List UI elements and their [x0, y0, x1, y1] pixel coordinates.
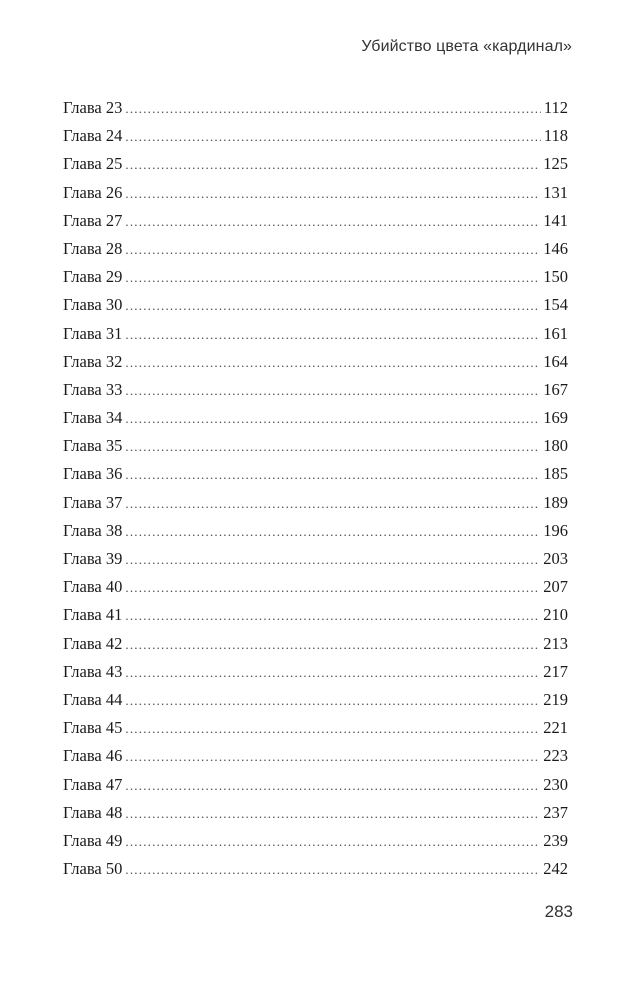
toc-entry-page: 118: [543, 126, 568, 146]
dot-leader: [125, 743, 540, 771]
toc-entry: [63, 122, 568, 150]
dot-leader: [125, 123, 540, 151]
toc-entry: [63, 376, 568, 404]
toc-entry-label: Глава 23: [63, 98, 123, 117]
dot-leader: [125, 602, 540, 630]
toc-entry: [63, 150, 568, 178]
toc-entry-page: 164: [543, 351, 568, 371]
toc-entry-label: Глава 45: [63, 718, 123, 738]
dot-leader: [125, 321, 540, 349]
dot-leader: [125, 292, 540, 320]
toc-entry: [63, 489, 568, 517]
page-number: 283: [544, 902, 573, 921]
toc-entry: [63, 235, 568, 263]
toc-entry-label: Глава 46: [63, 746, 123, 766]
dot-leader: [125, 546, 540, 574]
toc-entry-page: 221: [543, 718, 568, 738]
dot-leader: [125, 631, 540, 659]
toc-entry: [63, 545, 568, 573]
toc-entry: [63, 799, 568, 827]
toc-entry-page: 223: [543, 746, 568, 766]
toc-entry-page: 219: [543, 689, 568, 709]
running-header: Убийство цвета «кардинал»: [361, 38, 572, 55]
toc-entry: [63, 686, 568, 714]
toc-entry: [63, 714, 568, 742]
toc-entry-label: Глава 50: [63, 859, 123, 879]
toc-entry-page: 167: [543, 379, 568, 399]
toc-entry-page: 169: [543, 408, 568, 428]
toc-entry: [63, 460, 568, 488]
toc-entry-label: Глава 40: [63, 577, 123, 597]
toc-entry: [63, 348, 568, 376]
toc-entry-label: Глава 32: [63, 351, 123, 371]
toc-entry-page: 154: [543, 295, 568, 315]
dot-leader: [125, 433, 540, 461]
toc-entry-label: Глава 41: [63, 605, 123, 625]
dot-leader: [125, 687, 540, 715]
dot-leader: [125, 236, 540, 264]
toc-entry-page: 196: [543, 520, 568, 540]
toc-entry-page: 189: [543, 492, 568, 512]
dot-leader: [125, 180, 540, 208]
dot-leader: [125, 490, 540, 518]
toc-entry-label: Глава 29: [63, 267, 123, 287]
toc-entry-label: Глава 39: [63, 549, 123, 568]
toc-entry: [63, 855, 568, 883]
toc-entry-page: 112: [543, 98, 568, 117]
toc-entry-label: Глава 36: [63, 464, 123, 484]
toc-entry: [63, 827, 568, 855]
toc-entry-label: Глава 34: [63, 408, 123, 428]
toc-entry-page: 131: [543, 182, 568, 202]
dot-leader: [125, 377, 540, 405]
table-of-contents: [63, 94, 568, 883]
toc-entry: [63, 320, 568, 348]
toc-entry-page: 141: [543, 210, 568, 230]
toc-entry-page: 217: [543, 661, 568, 681]
dot-leader: [125, 828, 540, 856]
toc-entry: [63, 263, 568, 291]
toc-entry-page: 180: [543, 436, 568, 456]
toc-entry: [63, 404, 568, 432]
dot-leader: [125, 208, 540, 236]
dot-leader: [125, 856, 540, 884]
toc-entry-label: Глава 44: [63, 689, 123, 709]
toc-entry-page: 213: [543, 633, 568, 653]
toc-entry-page: 239: [543, 830, 568, 850]
dot-leader: [125, 264, 540, 292]
dot-leader: [125, 405, 540, 433]
toc-entry-label: Глава 33: [63, 379, 123, 399]
toc-entry-page: 125: [543, 154, 568, 174]
toc-entry-label: Глава 43: [63, 661, 123, 681]
dot-leader: [125, 349, 540, 377]
dot-leader: [125, 518, 540, 546]
toc-entry-page: 150: [543, 267, 568, 287]
toc-entry-label: Глава 47: [63, 774, 123, 794]
toc-entry-page: 242: [543, 859, 568, 879]
toc-entry: [63, 601, 568, 629]
dot-leader: [125, 151, 540, 179]
toc-entry: [63, 432, 568, 460]
toc-entry-label: Глава 24: [63, 126, 123, 146]
dot-leader: [125, 461, 540, 489]
dot-leader: [125, 772, 540, 800]
toc-entry-page: 210: [543, 605, 568, 625]
toc-entry-label: Глава 31: [63, 323, 123, 343]
toc-entry-page: 230: [543, 774, 568, 794]
toc-entry-label: Глава 37: [63, 492, 123, 512]
toc-entry-page: 161: [543, 323, 568, 343]
toc-entry-page: 207: [543, 577, 568, 597]
toc-entry-label: Глава 26: [63, 182, 123, 202]
dot-leader: [125, 659, 540, 687]
dot-leader: [125, 574, 540, 602]
toc-entry-label: Глава 48: [63, 802, 123, 822]
toc-entry-label: Глава 27: [63, 210, 123, 230]
toc-entry: [63, 94, 568, 122]
toc-entry: [63, 742, 568, 770]
toc-entry: [63, 207, 568, 235]
toc-entry: [63, 771, 568, 799]
toc-entry: [63, 630, 568, 658]
toc-entry-label: Глава 49: [63, 830, 123, 850]
toc-entry-label: Глава 38: [63, 520, 123, 540]
toc-entry-label: Глава 25: [63, 154, 123, 174]
toc-entry-label: Глава 28: [63, 238, 123, 258]
toc-entry-label: Глава 42: [63, 633, 123, 653]
toc-entry: [63, 291, 568, 319]
toc-entry: [63, 658, 568, 686]
toc-entry: [63, 179, 568, 207]
dot-leader: [125, 800, 540, 828]
dot-leader: [125, 715, 540, 743]
toc-entry-label: Глава 35: [63, 436, 123, 456]
toc-entry-page: 203: [543, 549, 568, 568]
toc-entry: [63, 517, 568, 545]
dot-leader: [125, 95, 540, 123]
toc-entry: [63, 573, 568, 601]
toc-entry-label: Глава 30: [63, 295, 123, 315]
toc-entry-page: 185: [543, 464, 568, 484]
toc-entry-page: 146: [543, 238, 568, 258]
toc-entry-page: 237: [543, 802, 568, 822]
